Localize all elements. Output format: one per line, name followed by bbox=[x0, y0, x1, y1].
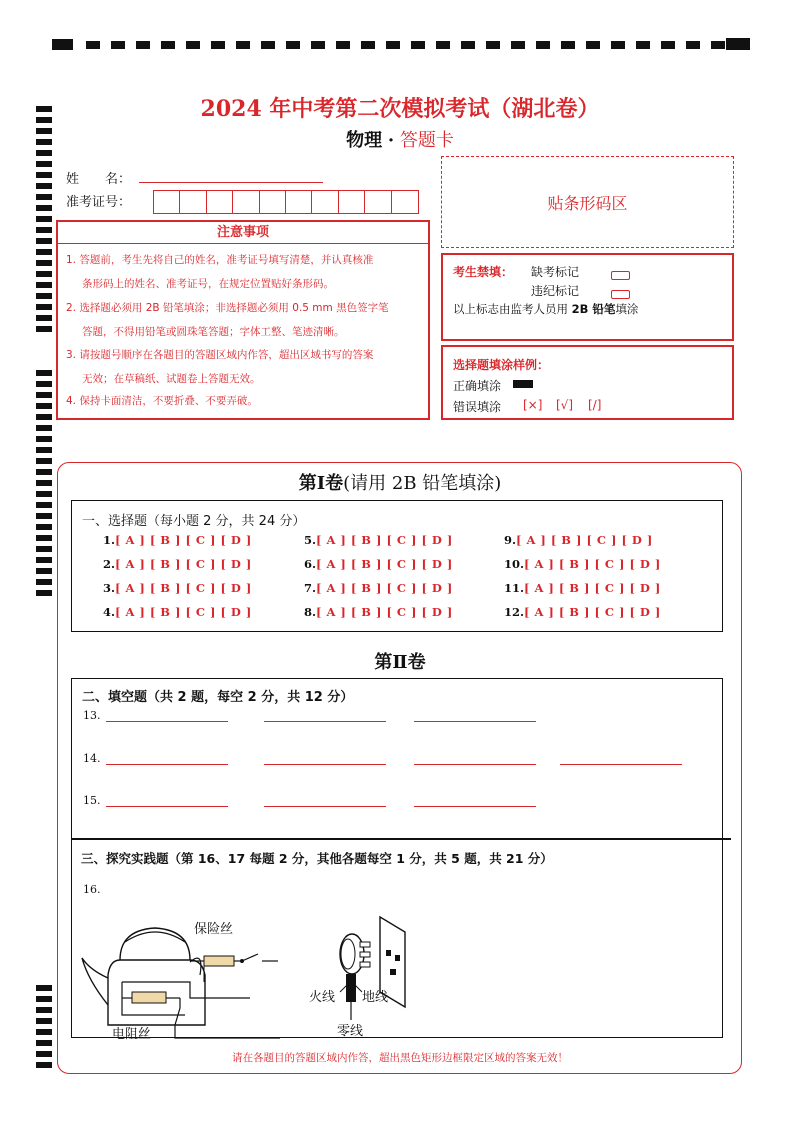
mc-question[interactable]: 12.[ A ] [ B ] [ C ] [ D ] bbox=[504, 605, 661, 619]
wrong-mark-2: [√] bbox=[556, 398, 574, 412]
mc-question[interactable]: 7.[ A ] [ B ] [ C ] [ D ] bbox=[304, 581, 453, 595]
barcode-area bbox=[441, 156, 734, 248]
plug-socket-diagram bbox=[300, 912, 430, 1032]
wrong-mark-1: [×] bbox=[523, 398, 543, 412]
fuse-label: 保险丝 bbox=[194, 922, 234, 937]
mc-question[interactable]: 4.[ A ] [ B ] [ C ] [ D ] bbox=[103, 605, 252, 619]
barcode-label: 贴条形码区 bbox=[547, 193, 628, 213]
forbid-label: 考生禁填： bbox=[453, 265, 514, 279]
neutral-wire-label: 零线 bbox=[337, 1024, 364, 1039]
absent-label: 缺考标记 bbox=[531, 265, 580, 279]
exam-id-field[interactable] bbox=[153, 190, 419, 214]
answer-blank[interactable] bbox=[106, 764, 228, 765]
page-subtitle bbox=[0, 126, 800, 152]
notice-item: 1. 答题前，考生先将自己的姓名，准考证号填写清楚，并认真核准 条形码上的姓名、准考证号，在规定位置贴好条形码。 bbox=[66, 254, 374, 290]
page-title: 2024 年中考第二次模拟考试（湖北卷） bbox=[200, 96, 600, 122]
violation-label: 违纪标记 bbox=[531, 284, 580, 298]
mc-question[interactable]: 11.[ A ] [ B ] [ C ] [ D ] bbox=[504, 581, 661, 595]
mc-question[interactable]: 6.[ A ] [ B ] [ C ] [ D ] bbox=[304, 557, 453, 571]
answer-blank[interactable] bbox=[264, 721, 386, 722]
notice-item: 2. 选择题必须用 2B 铅笔填涂；非选择题必须用 0.5 mm 黑色签字笔 答题，不得用铅笔或圆珠笔答题；字体工整、笔迹清晰。 bbox=[66, 302, 389, 338]
notice-title: 注意事项 bbox=[58, 222, 428, 244]
practice-section-title: 三、探究实践题（第 16、17 每题 2 分，其他各题每空 1 分，共 5 题，共 21 分） bbox=[81, 851, 553, 866]
id-label: 准考证号： bbox=[66, 195, 132, 210]
absent-mark[interactable] bbox=[611, 265, 630, 284]
sample-title: 选择题填涂样例： bbox=[453, 358, 550, 372]
correct-fill-sample bbox=[513, 380, 533, 388]
fill-sample-box bbox=[441, 345, 734, 420]
question-number: 14. bbox=[83, 752, 101, 765]
ground-wire-label: 地线 bbox=[362, 990, 389, 1005]
answer-blank[interactable] bbox=[414, 764, 536, 765]
section-divider bbox=[71, 838, 731, 840]
answer-blank[interactable] bbox=[414, 721, 536, 722]
mc-question[interactable]: 9.[ A ] [ B ] [ C ] [ D ] bbox=[504, 533, 653, 547]
mc-question[interactable]: 5.[ A ] [ B ] [ C ] [ D ] bbox=[304, 533, 453, 547]
mc-question[interactable]: 8.[ A ] [ B ] [ C ] [ D ] bbox=[304, 605, 453, 619]
resistor-label: 电阻丝 bbox=[112, 1027, 152, 1042]
answer-blank[interactable] bbox=[106, 806, 228, 807]
volume1-title: 第Ⅰ卷(请用 2B 铅笔填涂) bbox=[298, 473, 502, 494]
wrong-label: 错误填涂 bbox=[453, 400, 502, 414]
answer-blank[interactable] bbox=[264, 764, 386, 765]
fill-section-title: 二、填空题（共 2 题，每空 2 分，共 12 分） bbox=[82, 690, 354, 705]
name-field[interactable] bbox=[139, 182, 323, 183]
card-label: 答题卡 bbox=[399, 130, 454, 151]
answer-blank[interactable] bbox=[264, 806, 386, 807]
volume2-title: 第Ⅱ卷 bbox=[374, 652, 426, 673]
correct-label: 正确填涂 bbox=[453, 379, 502, 393]
question-number: 15. bbox=[83, 794, 101, 807]
footer-warning: 请在各题目的答题区域内作答，超出黑色矩形边框限定区域的答案无效！ bbox=[232, 1052, 568, 1064]
mc-question[interactable]: 10.[ A ] [ B ] [ C ] [ D ] bbox=[504, 557, 661, 571]
answer-blank[interactable] bbox=[560, 764, 682, 765]
mc-question[interactable]: 3.[ A ] [ B ] [ C ] [ D ] bbox=[103, 581, 252, 595]
mc-question[interactable]: 2.[ A ] [ B ] [ C ] [ D ] bbox=[103, 557, 252, 571]
question-number: 13. bbox=[83, 709, 101, 722]
name-label: 姓 名： bbox=[66, 172, 132, 187]
kettle-circuit-diagram bbox=[80, 920, 280, 1050]
notice-box bbox=[56, 220, 430, 420]
live-wire-label: 火线 bbox=[309, 990, 336, 1005]
notice-item: 3. 请按题号顺序在各题目的答题区域内作答，超出区域书写的答案 无效；在草稿纸、试题卷上答题无效。 bbox=[66, 349, 374, 385]
mc-section-title: 一、选择题（每小题 2 分，共 24 分） bbox=[82, 514, 306, 529]
mc-question[interactable]: 1.[ A ] [ B ] [ C ] [ D ] bbox=[103, 533, 252, 547]
answer-blank[interactable] bbox=[414, 806, 536, 807]
forbid-note: 以上标志由监考人员用 2B 铅笔填涂 bbox=[453, 302, 639, 316]
wrong-mark-3: [/] bbox=[588, 398, 602, 412]
examiner-only-box bbox=[441, 253, 734, 341]
notice-item: 4. 保持卡面清洁，不要折叠、不要弄破。 bbox=[66, 395, 258, 407]
answer-blank[interactable] bbox=[106, 721, 228, 722]
question-number: 16. bbox=[83, 883, 101, 896]
subject-label: 物理 bbox=[346, 130, 383, 151]
subtitle-dot: · bbox=[387, 130, 395, 151]
